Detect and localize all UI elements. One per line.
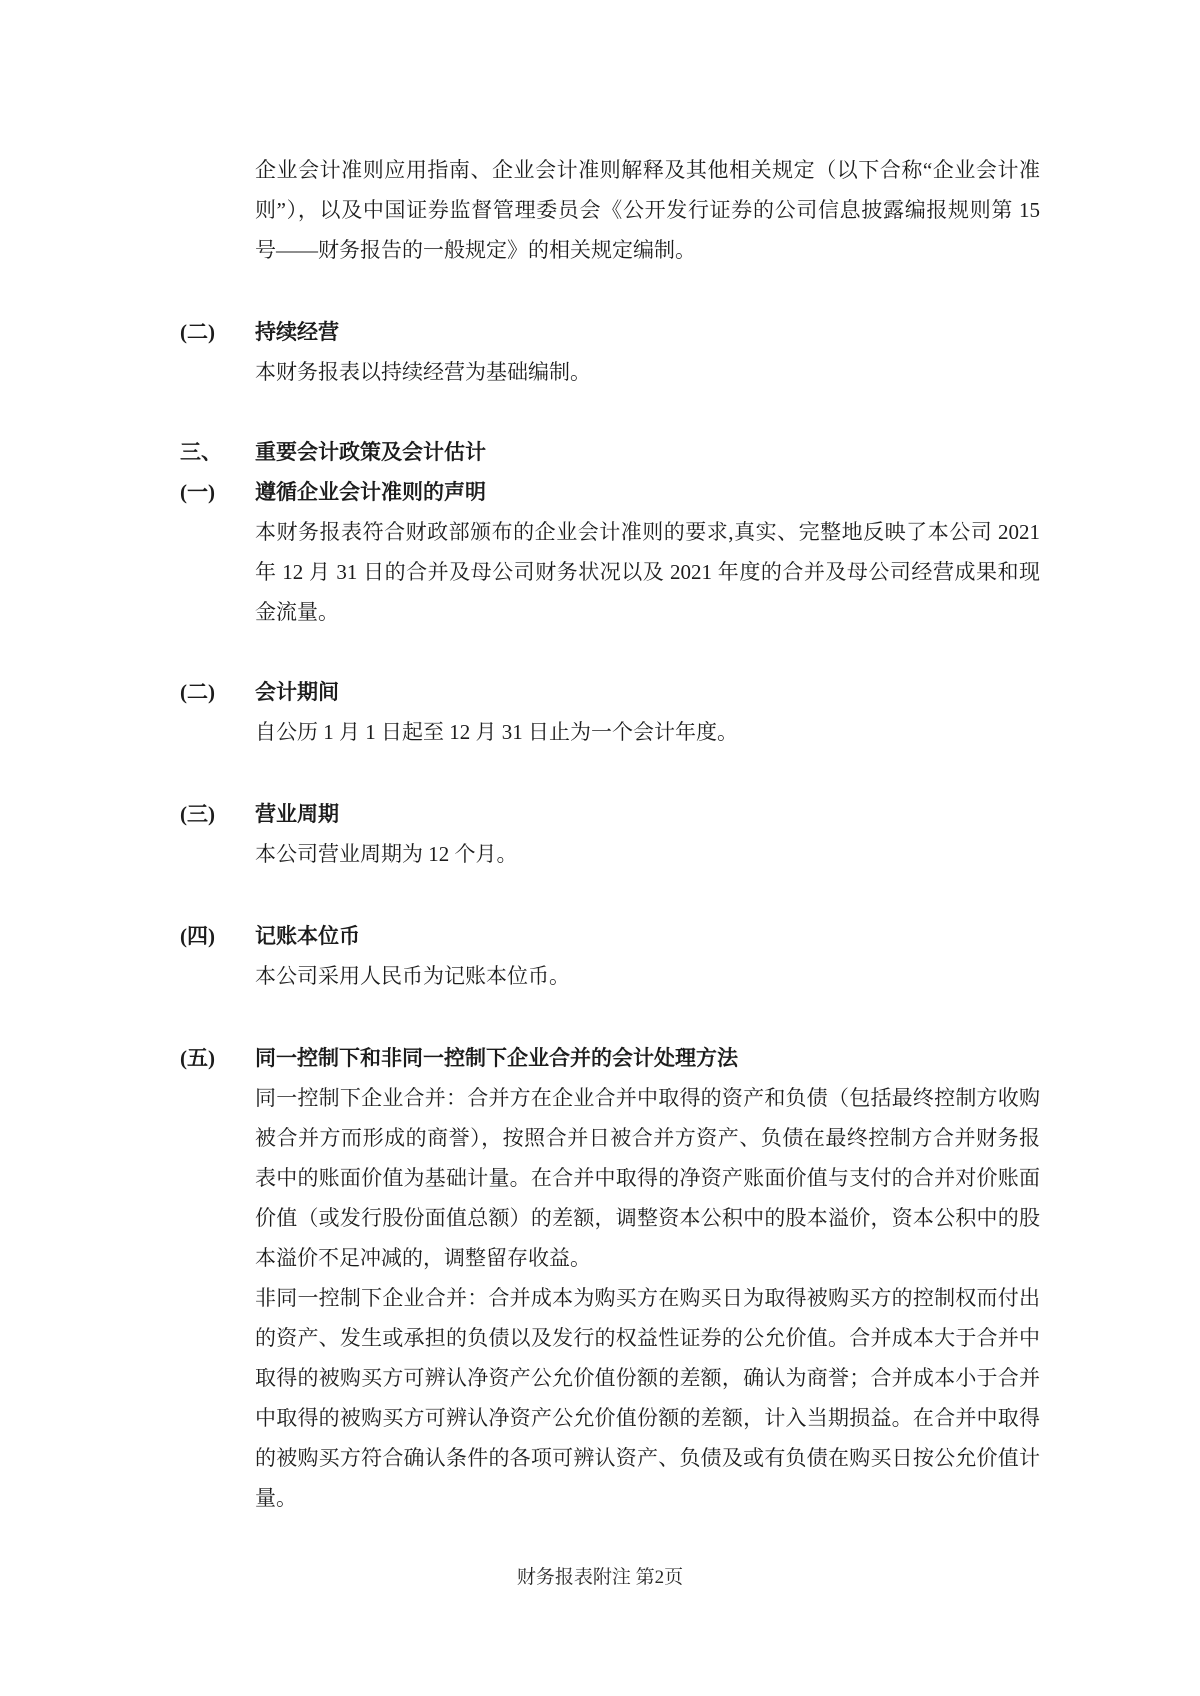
section-business-combinations [0, 1038, 1200, 1518]
section-heading-row [180, 672, 1040, 712]
section-operating-cycle [0, 794, 1200, 874]
section-functional-currency [0, 916, 1200, 996]
intro-paragraph-row [180, 150, 1040, 270]
section-body-row [180, 512, 1040, 632]
section-heading-row [180, 794, 1040, 834]
section-compliance-statement [0, 472, 1200, 632]
indent-spacer [180, 1078, 255, 1518]
indent-spacer [180, 352, 255, 392]
section-heading-row [180, 1038, 1040, 1078]
section-title: 同一控制下和非同一控制下企业合并的会计处理方法 [255, 1046, 738, 1070]
section-heading-row [180, 472, 1040, 512]
section-paragraph: 本公司采用人民币为记账本位币。 [255, 964, 570, 988]
section-title: 持续经营 [255, 320, 339, 344]
section-label: (三) [180, 802, 215, 826]
section-body-row [180, 834, 1040, 874]
section-paragraph: 非同一控制下企业合并：合并成本为购买方在购买日为取得被购买方的控制权而付出的资产、发生或承担的负债以及发行的权益性证券的公允价值。合并成本大于合并中取得的被购买方可辨认净资产公允价值份额的差额，确认为商誉；合并成本小于合并中取得的被购买方可辨认净资产公允价值份额的差额，计入当期损益。在合并中取得的被购买方符合确认条件的各项可辨认资产、负债及或有负债在购买日按公允价值计量。 [255, 1286, 1040, 1510]
indent-spacer [180, 712, 255, 752]
section-label: (五) [180, 1046, 215, 1070]
indent-spacer [180, 150, 255, 270]
section-paragraph: 本财务报表符合财政部颁布的企业会计准则的要求,真实、完整地反映了本公司 2021 年 12 月 31 日的合并及母公司财务状况以及 2021 年度的合并及母公司经营成果和现金流量。 [255, 520, 1040, 624]
indent-spacer [180, 956, 255, 996]
indent-spacer [180, 834, 255, 874]
page-footer: 财务报表附注 第2页 [516, 1567, 684, 1588]
section-body-row [180, 712, 1040, 752]
section-going-concern [0, 312, 1200, 392]
section-paragraph: 本财务报表以持续经营为基础编制。 [255, 360, 591, 384]
section-body-row [180, 1078, 1040, 1518]
section-label: (四) [180, 924, 215, 948]
intro-paragraph: 企业会计准则应用指南、企业会计准则解释及其他相关规定（以下合称“企业会计准则”），以及中国证券监督管理委员会《公开发行证券的公司信息披露编报规则第 15 号——财务报告的一般规定》的相关规定编制。 [255, 158, 1040, 262]
section-title: 重要会计政策及会计估计 [255, 440, 486, 464]
section-paragraphs [255, 1078, 1040, 1518]
section-accounting-policies-heading [0, 432, 1200, 472]
section-label: 三、 [180, 440, 222, 464]
section-label: (二) [180, 680, 215, 704]
section-label: (二) [180, 320, 215, 344]
section-title: 营业周期 [255, 802, 339, 826]
section-paragraph: 本公司营业周期为 12 个月。 [255, 842, 518, 866]
section-paragraph: 自公历 1 月 1 日起至 12 月 31 日止为一个会计年度。 [255, 720, 738, 744]
section-body-row [180, 352, 1040, 392]
section-paragraph: 同一控制下企业合并：合并方在企业合并中取得的资产和负债（包括最终控制方收购被合并方而形成的商誉），按照合并日被合并方资产、负债在最终控制方合并财务报表中的账面价值为基础计量。在合并中取得的净资产账面价值与支付的合并对价账面价值（或发行股份面值总额）的差额，调整资本公积中的股本溢价，资本公积中的股本溢价不足冲减的，调整留存收益。 [255, 1086, 1040, 1270]
section-title: 遵循企业会计准则的声明 [255, 480, 486, 504]
indent-spacer [180, 512, 255, 632]
section-title: 记账本位币 [255, 924, 360, 948]
section-heading-row [180, 432, 1040, 472]
section-heading-row [180, 312, 1040, 352]
section-accounting-period [0, 672, 1200, 752]
section-heading-row [180, 916, 1040, 956]
section-title: 会计期间 [255, 680, 339, 704]
section-body-row [180, 956, 1040, 996]
section-label: (一) [180, 480, 215, 504]
